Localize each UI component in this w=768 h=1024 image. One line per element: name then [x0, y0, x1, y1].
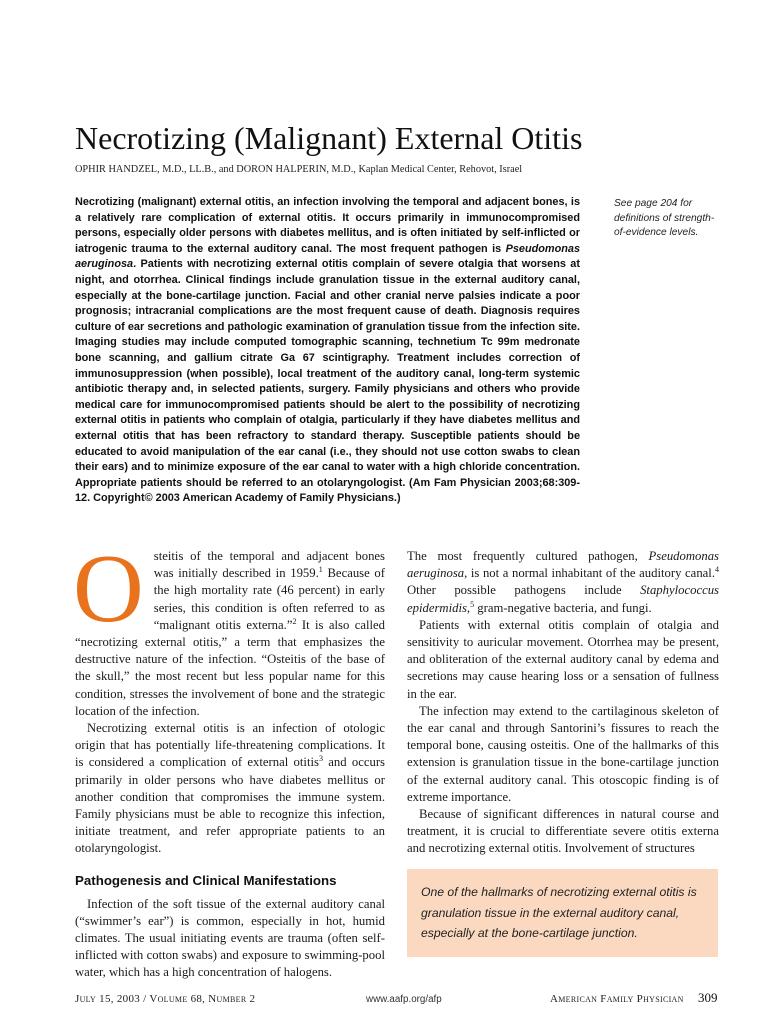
pull-quote: One of the hallmarks of necrotizing external otitis is granulation tissue in the external auditory canal, especially at the bone-cartilage junction.	[407, 869, 718, 957]
pathogen-text-5: gram-negative bacteria, and fungi.	[474, 600, 652, 615]
abstract	[75, 195, 580, 507]
abstract-text-cont: . Patients with necrotizing external otitis complain of severe otalgia that worsens at night, and otorrhea. Clinical findings include granulation tissue in the external auditory canal, especially at the bone-cartilage junction. Facial and other cranial nerve palsies indicate a poor prognosis; intracranial complications are the most frequent cause of death. Diagnosis requires culture of ear secretions and pathologic examination of granulation tissue from the infection site. Imaging studies may include computed tomographic scanning, technetium Tc 99m medronate bone scanning, and gallium citrate Ga 67 scintigraphy. Treatment includes correction of immunosuppression (when possible), local treatment of the auditory canal, long-term systemic antibiotic therapy and, in selected patients, surgery. Family physicians and others who provide medical care for immunocompromised patients should be alert to the possibility of necrotizing external otitis in patients who complain of otalgia, particularly if they have diabetes mellitus and external otitis that has been refractory to standard therapy. Susceptible patients should be educated to avoid manipulation of the ear canal (i.e., they should not use cotton swabs to clean their ears) and to minimize exposure of the ear canal to water with a high chloride concentration. Appropriate patients should be referred to an otolaryngologist. (Am Fam Physician 2003;68:309-12. Copyright© 2003 American Academy of Family Physicians.)	[75, 258, 580, 505]
footer-issue: July 15, 2003 / Volume 68, Number 2	[75, 993, 256, 1005]
reference-5: 5	[470, 599, 475, 609]
reference-3: 3	[318, 754, 323, 764]
pathogen-name-2: Staphylococcus epidermidis	[407, 583, 719, 615]
pathogen-text-1: The most frequently cultured pathogen,	[407, 549, 649, 563]
extension-paragraph: The infection may extend to the cartilaginous skeleton of the ear canal and through Santorini’s fissures to reach the temporal bone, causing osteitis. One of the hallmarks of this extension is granulation tissue in the bone-cartilage junction of the external auditory canal. This otoscopic finding is of extreme importance.	[407, 703, 719, 804]
pathogen-text-2: , is not a normal inhabitant of the auditory canal.	[464, 566, 715, 581]
reference-2: 2	[292, 616, 297, 626]
reference-4: 4	[715, 564, 719, 574]
evidence-sidenote: See page 204 for definitions of strength-of-evidence levels.	[614, 198, 715, 238]
footer-url[interactable]: www.aafp.org/afp	[366, 994, 442, 1005]
pathogen-text-4: ,	[466, 600, 471, 615]
intro-text-1: steitis of the temporal and adjacent bones was initially described in 1959.	[153, 549, 385, 581]
pathogen-name-1: Pseudomonas aeruginosa	[407, 549, 719, 581]
intro-paragraph	[73, 535, 385, 720]
abstract-text: Necrotizing (malignant) external otitis, an infection involving the temporal and adjacent bones, is a relatively rare complication of external otitis. It occurs primarily in immunocompromised persons, especially older persons with diabetes mellitus, and is often initiated by self-inflicted or iatrogenic trauma to the external auditory canal. The most frequent pathogen is	[75, 196, 580, 255]
body-paragraph	[75, 720, 385, 858]
pathogen-text-3: Other possible pathogens include	[407, 583, 641, 598]
left-column	[73, 535, 385, 982]
symptoms-paragraph: Patients with external otitis complain of otalgia and sensitivity to auricular movement. Otorrhea may be present, and obliteration of the external auditory canal by edema and secretions may cause hearing loss or a sensation of fullness in the ear.	[407, 617, 719, 701]
reference-1: 1	[318, 564, 323, 574]
body-text-1: Necrotizing external otitis is an infection of otologic origin that has potentially life-threatening complications. It is considered a complication of external otitis	[75, 721, 385, 770]
right-column	[407, 548, 719, 858]
differentiation-paragraph: Because of significant differences in natural course and treatment, it is crucial to differentiate severe otitis externa and necrotizing external otitis. Involvement of structures	[407, 807, 719, 856]
intro-text-2: Because of the high mortality rate (46 percent) in early series, this condition is often referred to as “malignant otitis externa.”	[153, 566, 385, 632]
pathogenesis-paragraph: Infection of the soft tissue of the external auditory canal (“swimmer’s ear”) is common, especially in hot, humid climates. The usual initiating events are trauma (often self-inflicted with cotton swabs) and exposure to swimming-pool water, which has a high concentration of halogens.	[75, 896, 385, 980]
pathogen-paragraph	[407, 548, 719, 617]
intro-text-3: It is also called “necrotizing external otitis,” a term that emphasizes the destructive nature of the infection. “Osteitis of the base of the skull,” the most recent but less popular name for this condition, stresses the involvement of bone and the strategic location of the infection.	[75, 617, 385, 718]
drop-cap: O	[73, 535, 144, 643]
section-heading: Pathogenesis and Clinical Manifestations	[75, 872, 337, 888]
article-title: Necrotizing (Malignant) External Otitis	[75, 120, 583, 156]
page-number: 309	[698, 990, 718, 1005]
abstract-pathogen: Pseudomonas aeruginosa	[75, 242, 580, 271]
article-authors: OPHIR HANDZEL, M.D., LL.B., and DORON HALPERIN, M.D., Kaplan Medical Center, Rehovot, Israel	[75, 164, 523, 175]
footer-journal: American Family Physician	[550, 993, 684, 1005]
body-text-2: and occurs primarily in older persons who have diabetes mellitus or another condition that compromises the immune system. Family physicians must be able to recognize this infection, initiate treatment, and refer appropriate patients to an otolaryngologist.	[75, 755, 385, 856]
